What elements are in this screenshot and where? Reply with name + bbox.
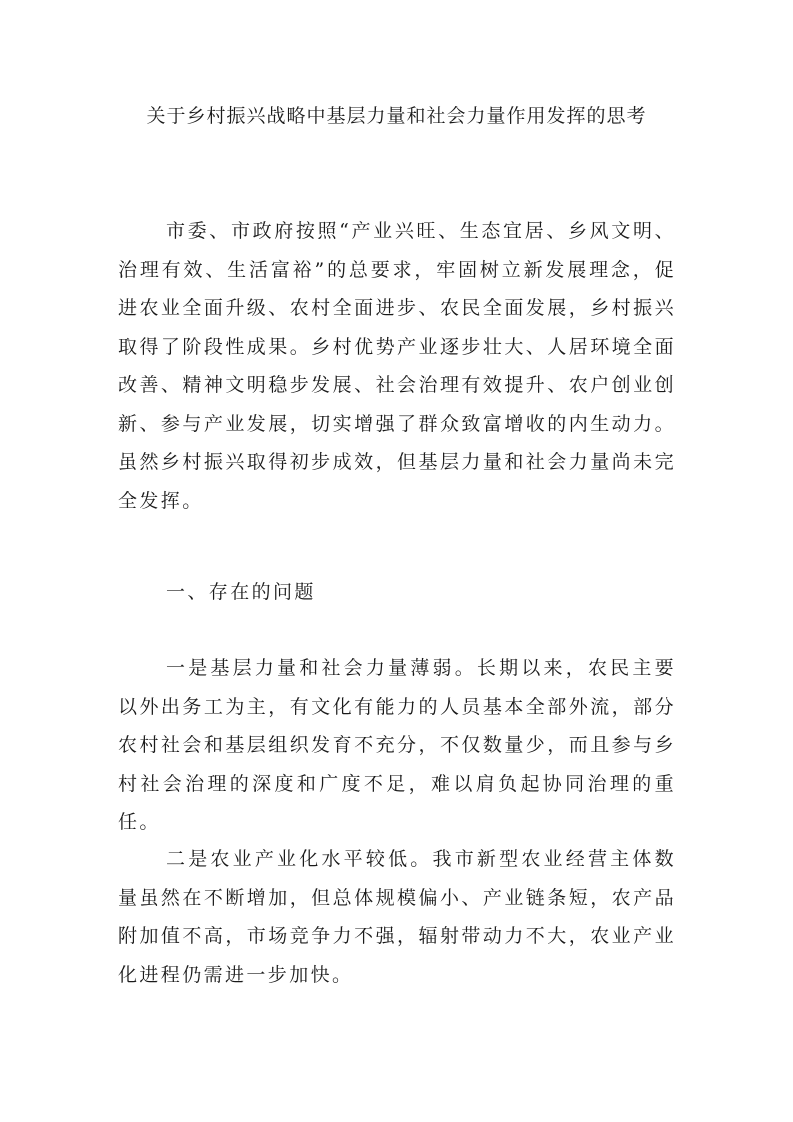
document-title: 关于乡村振兴战略中基层力量和社会力量作用发挥的思考 <box>146 105 647 127</box>
section-heading-problems: 一、存在的问题 <box>166 581 316 603</box>
problem-paragraph-2: 二是农业产业化水平较低。我市新型农业经营主体数量虽然在不断增加，但总体规模偏小、产业链条短，农产品附加值不高，市场竞争力不强，辐射带动力不大，农业产业化进程仍需进一步加快。 <box>118 848 676 986</box>
intro-paragraph: 市委、市政府按照“产业兴旺、生态宜居、乡风文明、治理有效、生活富裕”的总要求，牢固树立新发展理念，促进农业全面升级、农村全面进步、农民全面发展，乡村振兴取得了阶段性成果。乡村优势产业逐步壮大、人居环境全面改善、精神文明稳步发展、社会治理有效提升、农户创业创新、参与产业发展，切实增强了群众致富增收的内生动力。虽然乡村振兴取得初步成效，但基层力量和社会力量尚未完全发挥。 <box>118 220 676 512</box>
problem-paragraph-1: 一是基层力量和社会力量薄弱。长期以来，农民主要以外出务工为主，有文化有能力的人员基本全部外流，部分农村社会和基层组织发育不充分，不仅数量少，而且参与乡村社会治理的深度和广度不足，难以肩负起协同治理的重任。 <box>118 657 676 833</box>
